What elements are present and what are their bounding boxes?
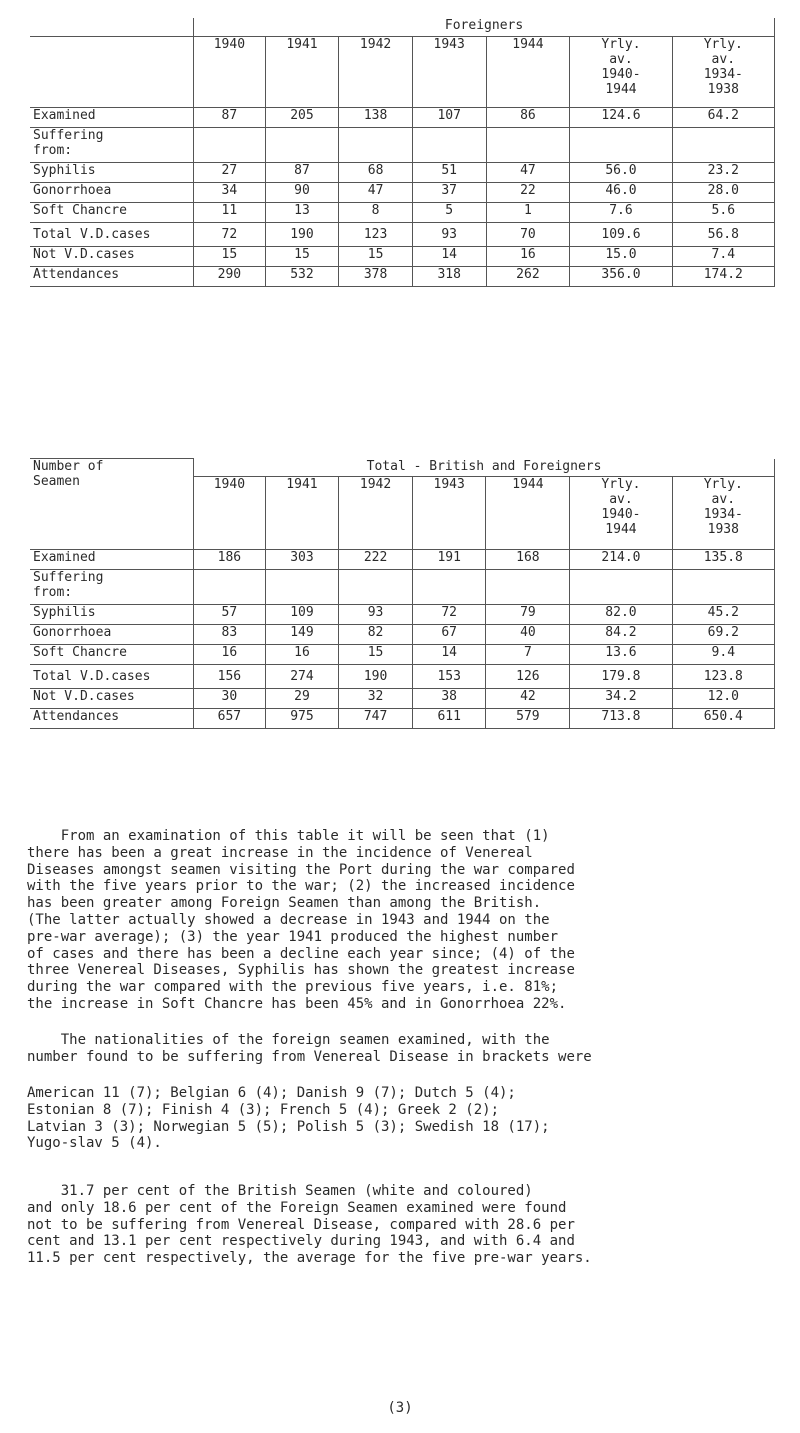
table-cell: 51 [412,163,486,183]
table-row [30,550,775,570]
table-cell [412,570,486,605]
table-cell: 87 [194,108,266,128]
table-cell: 124.6 [570,108,672,128]
total-super-header: Total - British and Foreigners [194,459,775,477]
table-row [30,223,775,247]
paragraph-nationalities-list: American 11 (7); Belgian 6 (4); Danish 9 (7); Dutch 5 (4); Estonian 8 (7); Finish 4 (3); French 5 (4); Greek 2 (2); Latvian 3 (3); Norwegian 5 (5); Polish 5 (3); Swedish 18 (17); Yugo-slav 5 (4). [27,1085,550,1152]
table-cell: 186 [194,550,266,570]
table-cell: 109 [265,605,339,625]
foreigners-super-header: Foreigners [194,18,775,37]
table-cell: 15.0 [570,247,672,267]
table-cell: 72 [194,223,266,247]
table-cell: 214.0 [570,550,672,570]
table-cell: 174.2 [672,267,774,287]
column-header: 1941 [265,37,339,108]
table-cell: 87 [265,163,339,183]
table-cell: 657 [194,709,266,729]
table-cell: 82 [339,625,413,645]
table-cell: 64.2 [672,108,774,128]
table-cell: 107 [412,108,486,128]
table-cell: 72 [412,605,486,625]
table-cell: 5.6 [672,203,774,223]
table-row [30,645,775,665]
table-cell: 69.2 [672,625,774,645]
table-cell: 57 [194,605,266,625]
table-row [30,709,775,729]
table-cell: 179.8 [570,665,672,689]
table-cell: 126 [486,665,570,689]
table-cell: 274 [265,665,339,689]
table-cell: 611 [412,709,486,729]
row-label: Examined [30,108,194,128]
table-cell: 11 [194,203,266,223]
table-cell: 713.8 [570,709,672,729]
table-cell: 30 [194,689,266,709]
table-cell: 47 [339,183,413,203]
row-label: Soft Chancre [30,203,194,223]
table-cell: 13.6 [570,645,672,665]
row-label: Gonorrhoea [30,183,194,203]
table-cell: 32 [339,689,413,709]
table-row [30,605,775,625]
table-cell: 190 [265,223,339,247]
paragraph-nationalities-intro: The nationalities of the foreign seamen examined, with the number found to be suffering from Venereal Disease in brackets were [27,1032,592,1065]
number-of-seamen-label: Number of Seamen [30,459,194,550]
table-cell: 34 [194,183,266,203]
table-cell: 15 [339,247,413,267]
table-cell: 156 [194,665,266,689]
table-cell: 532 [265,267,339,287]
table-cell: 9.4 [672,645,774,665]
table-cell: 84.2 [570,625,672,645]
table-cell: 67 [412,625,486,645]
table-cell [570,128,672,163]
table-cell: 22 [486,183,570,203]
table-cell: 650.4 [672,709,774,729]
table-cell: 56.0 [570,163,672,183]
table-cell: 38 [412,689,486,709]
column-header: 1944 [486,37,570,108]
table-cell: 83 [194,625,266,645]
table-cell: 7.4 [672,247,774,267]
table-cell: 93 [412,223,486,247]
row-label: Attendances [30,267,194,287]
column-header: 1940 [194,477,266,550]
table-cell: 37 [412,183,486,203]
table-cell: 86 [486,108,570,128]
column-header: Yrly. av. 1934- 1938 [672,37,774,108]
column-header: 1942 [339,37,413,108]
table-cell: 205 [265,108,339,128]
table-row [30,689,775,709]
table-cell [339,570,413,605]
table-cell: 82.0 [570,605,672,625]
table-cell: 378 [339,267,413,287]
table-cell [486,570,570,605]
table-cell: 23.2 [672,163,774,183]
table-cell [194,570,266,605]
row-label: Not V.D.cases [30,247,194,267]
table-cell: 56.8 [672,223,774,247]
table-cell: 14 [412,645,486,665]
page-number: (3) [387,1400,413,1416]
table-cell [486,128,570,163]
column-header: Yrly. av. 1940- 1944 [570,37,672,108]
table-cell: 5 [412,203,486,223]
table-row [30,570,775,605]
table-cell [265,128,339,163]
table-cell [412,128,486,163]
table-cell: 90 [265,183,339,203]
table-cell [672,128,774,163]
table-cell: 12.0 [672,689,774,709]
table-cell: 13 [265,203,339,223]
table-cell: 68 [339,163,413,183]
table-cell: 747 [339,709,413,729]
table-cell: 135.8 [672,550,774,570]
table-cell: 16 [486,247,570,267]
table-row [30,128,775,163]
table-cell: 34.2 [570,689,672,709]
table-cell: 8 [339,203,413,223]
table-cell: 109.6 [570,223,672,247]
table-cell: 15 [339,645,413,665]
row-label: Total V.D.cases [30,223,194,247]
table-cell: 29 [265,689,339,709]
table-cell: 138 [339,108,413,128]
paragraph-findings: From an examination of this table it will be seen that (1) there has been a great increase in the incidence of Venereal Diseases amongst seamen visiting the Port during the war compared with the five years prior to the war; (2) the increased incidence has been greater among Foreign Seamen than among the British. (The latter actually showed a decrease in 1943 and 1944 on the pre-war average); (3) the year 1941 produced the highest number of cases and there has been a decline each year since; (4) of the three Venereal Diseases, Syphilis has shown the greatest increase during the war compared with the previous five years, i.e. 81%; the increase in Soft Chancre has been 45% and in Gonorrhoea 22%. [27,828,575,1012]
table-cell: 123.8 [672,665,774,689]
table-cell: 93 [339,605,413,625]
table-row [30,267,775,287]
table-cell: 47 [486,163,570,183]
table-row [30,625,775,645]
table-cell: 975 [265,709,339,729]
table-cell: 579 [486,709,570,729]
table-cell [265,570,339,605]
paragraph-percentages: 31.7 per cent of the British Seamen (white and coloured) and only 18.6 per cent of the Foreign Seamen examined were found not to be suffering from Venereal Disease, compared with 28.6 per cent and 13.1 per cent respectively during 1943, and with 6.4 and 11.5 per cent respectively, the average for the five pre-war years. [27,1183,592,1267]
row-label: Gonorrhoea [30,625,194,645]
column-header: 1942 [339,477,413,550]
column-header: 1944 [486,477,570,550]
table-cell: 318 [412,267,486,287]
row-label: Suffering from: [30,128,194,163]
column-header: 1940 [194,37,266,108]
table-cell: 14 [412,247,486,267]
foreigners-table [30,18,775,287]
table-cell [194,128,266,163]
table-cell [570,570,672,605]
row-label: Syphilis [30,163,194,183]
table-row [30,203,775,223]
table-cell: 42 [486,689,570,709]
table-cell: 262 [486,267,570,287]
table-cell: 16 [194,645,266,665]
table-cell: 16 [265,645,339,665]
table-row [30,247,775,267]
table-cell: 222 [339,550,413,570]
table-row [30,665,775,689]
table-row [30,183,775,203]
table-cell: 168 [486,550,570,570]
table-cell: 356.0 [570,267,672,287]
column-header: 1943 [412,37,486,108]
row-label: Total V.D.cases [30,665,194,689]
row-label: Not V.D.cases [30,689,194,709]
row-label: Soft Chancre [30,645,194,665]
row-label: Examined [30,550,194,570]
table-cell: 290 [194,267,266,287]
table-cell: 190 [339,665,413,689]
table-cell: 27 [194,163,266,183]
total-british-foreigners-table [30,458,775,729]
table-cell: 153 [412,665,486,689]
table-cell [672,570,774,605]
table-cell: 28.0 [672,183,774,203]
table-cell: 40 [486,625,570,645]
table-cell: 123 [339,223,413,247]
column-header: 1943 [412,477,486,550]
row-label: Suffering from: [30,570,194,605]
table-cell: 1 [486,203,570,223]
table-cell: 303 [265,550,339,570]
table-cell: 79 [486,605,570,625]
table-cell: 7 [486,645,570,665]
table-cell: 70 [486,223,570,247]
table-cell [339,128,413,163]
table-cell: 46.0 [570,183,672,203]
table-cell: 15 [194,247,266,267]
table-cell: 15 [265,247,339,267]
table-cell: 149 [265,625,339,645]
row-label: Attendances [30,709,194,729]
table-row [30,163,775,183]
column-header: Yrly. av. 1934- 1938 [672,477,774,550]
table-row [30,108,775,128]
table-cell: 7.6 [570,203,672,223]
table-cell: 45.2 [672,605,774,625]
column-header: Yrly. av. 1940- 1944 [570,477,672,550]
row-label: Syphilis [30,605,194,625]
table-cell: 191 [412,550,486,570]
column-header: 1941 [265,477,339,550]
